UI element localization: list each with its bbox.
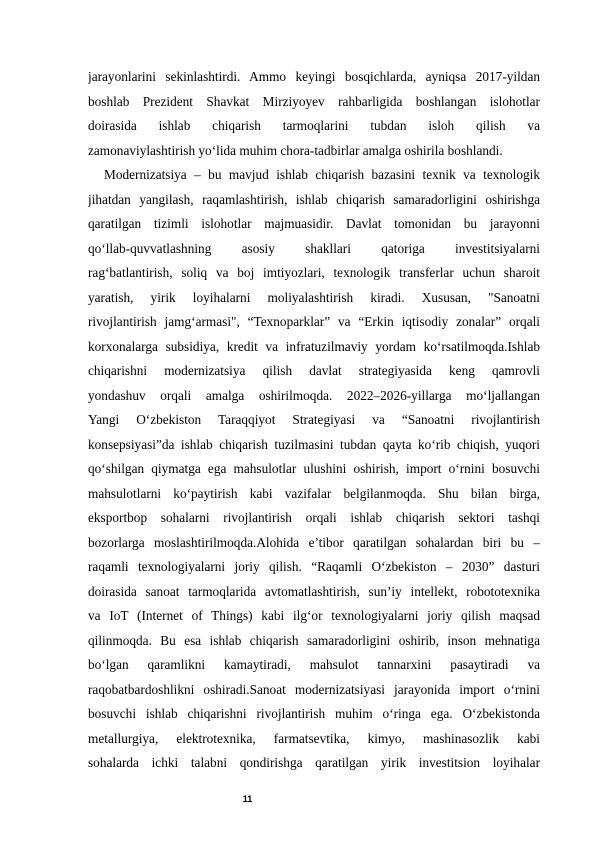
text-line: yondashuv orqali amalga oshirilmoqda. 2022–2026-yillarga mo‘ljallangan	[88, 387, 540, 403]
text-line: rivojlantirish jamg‘armasi", “Texnoparklar” va “Erkin iqtisodiy zonalar” orqali	[88, 314, 540, 329]
text-line: bosuvchi ishlab chiqarishni rivojlantirish muhim o‘ringa ega. O‘zbekistonda	[88, 706, 540, 721]
text-line: Yangi O‘zbekiston Taraqqiyot Strategiyasi va “Sanoatni rivojlantirish	[88, 412, 540, 427]
text-line: bo‘lgan qaramlikni kamaytiradi, mahsulot tannarxini pasaytiradi va	[88, 657, 540, 672]
text-line: bozorlarga moslashtirilmoqda.Alohida e’tibor qaratilgan sohalardan biri bu –	[88, 534, 540, 550]
text-line: metallurgiya, elektrotexnika, farmatsevtika, kimyo, mashinasozlik kabi	[88, 730, 540, 746]
text-line: qaratilgan tizimli islohotlar majmuasidir. Davlat tomonidan bu jarayonni	[88, 216, 540, 231]
text-line: qilinmoqda. Bu esa ishlab chiqarish samaradorligini oshirib, inson mehnatiga	[88, 632, 540, 648]
text-line: jihatdan yangilash, raqamlashtirish, ishlab chiqarish samaradorligini oshirishga	[88, 191, 540, 207]
body-text	[88, 65, 540, 776]
text-line: eksportbop sohalarni rivojlantirish orqali ishlab chiqarish sektori tashqi	[88, 510, 540, 525]
text-line: qo‘shilgan qiymatga ega mahsulotlar ulushini oshirish, import o‘rnini bosuvchi	[88, 461, 540, 476]
text-line: zamonaviylashtirish yo‘lida muhim chora-tadbirlar amalga oshirila boshlandi.	[88, 142, 503, 158]
text-line: mahsulotlarni ko‘paytirish kabi vazifalar belgilanmoqda. Shu bilan birga,	[88, 485, 540, 501]
text-line: rag‘batlantirish, soliq va boj imtiyozlari, texnologik transferlar uchun sharoit	[88, 265, 540, 280]
text-line: doirasida sanoat tarmoqlarida avtomatlashtirish, sun’iy intellekt, robototexnika	[88, 583, 540, 599]
text-line: va IoT (Internet of Things) kabi ilg‘or texnologiyalarni joriy qilish maqsad	[88, 608, 540, 623]
paragraph-start-line: Modernizatsiya – bu mavjud ishlab chiqarish bazasini texnik va texnologik	[104, 167, 540, 182]
page-number: 11	[242, 794, 253, 804]
text-line: korxonalarga subsidiya, kredit va infratuzilmaviy yordam ko‘rsatilmoqda.Ishlab	[88, 338, 540, 354]
text-line: raqamli texnologiyalarni joriy qilish. “Raqamli O‘zbekiston – 2030” dasturi	[88, 559, 540, 574]
text-line: yaratish, yirik loyihalarni moliyalashtirish kiradi. Xususan, "Sanoatni	[88, 289, 540, 305]
text-line: sohalarda ichki talabni qondirishga qaratilgan yirik investitsion loyihalar	[88, 755, 540, 770]
text-line: qo‘llab-quvvatlashning asosiy shakllari qatoriga investitsiyalarni	[88, 240, 540, 256]
text-line: raqobatbardoshlikni oshiradi.Sanoat modernizatsiyasi jarayonida import o‘rnini	[88, 681, 540, 697]
text-line: doirasida ishlab chiqarish tarmoqlarini tubdan isloh qilish va	[88, 118, 540, 133]
text-line: boshlab Prezident Shavkat Mirziyoyev rahbarligida boshlangan islohotlar	[88, 93, 540, 109]
text-line: konsepsiyasi”da ishlab chiqarish tuzilmasini tubdan qayta ko‘rib chiqish, yuqori	[88, 436, 540, 452]
text-line: jarayonlarini sekinlashtirdi. Ammo keyingi bosqichlarda, ayniqsa 2017-yildan	[88, 69, 540, 84]
text-line: chiqarishni modernizatsiya qilish davlat strategiyasida keng qamrovli	[88, 363, 540, 378]
